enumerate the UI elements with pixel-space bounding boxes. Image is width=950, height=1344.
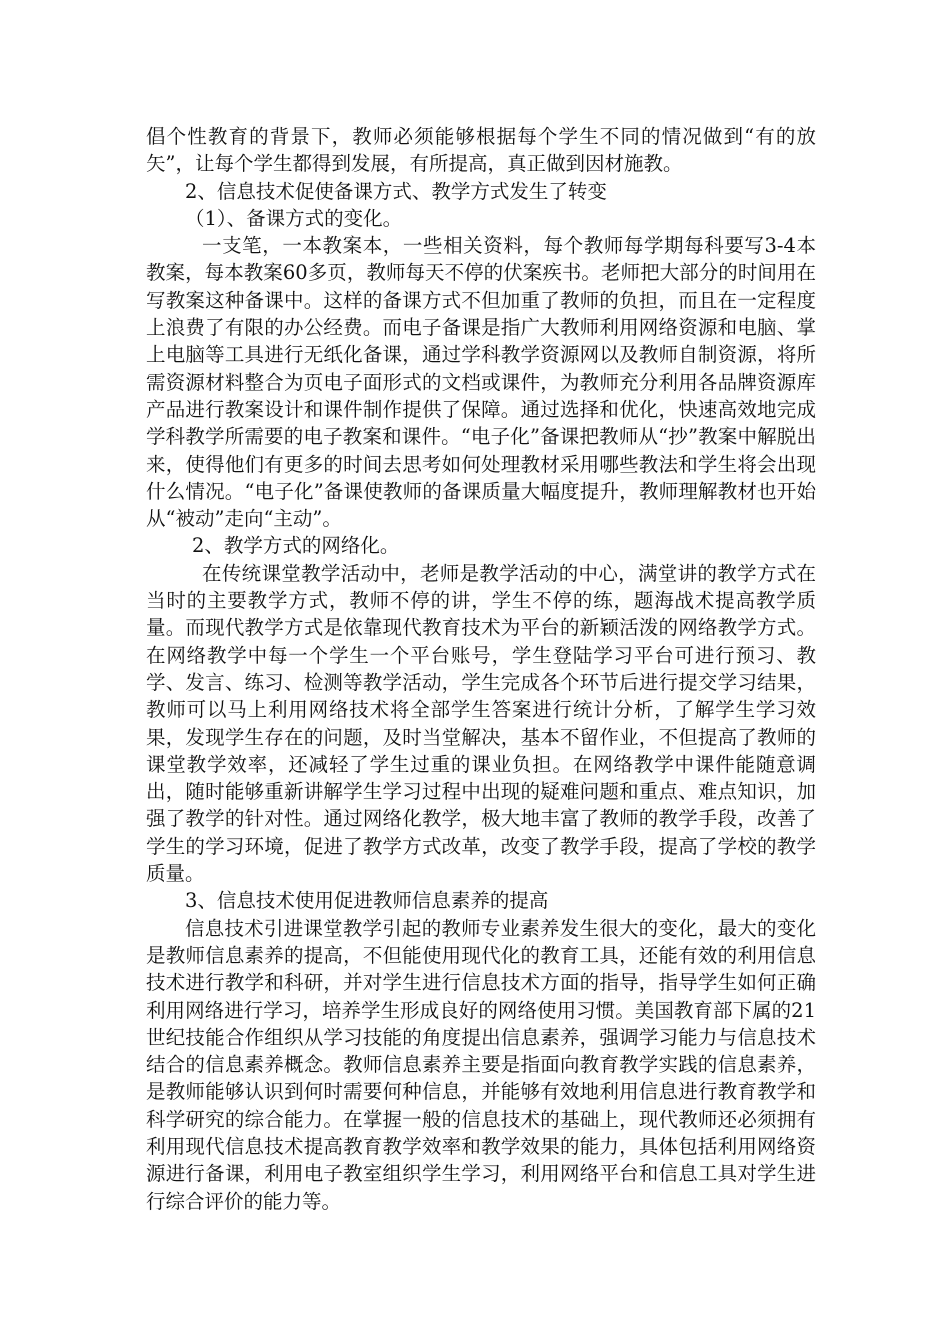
section-heading-3: 3、信息技术使用促进教师信息素养的提高 xyxy=(185,889,549,913)
paragraph-lesson-prep: 一支笔，一本教案本，一些相关资料，每个教师每学期每科要写3-4本教案，每本教案60多页，教师每天不停的伏案疾书。老师把大部分的时间用在写教案这种备课中。这样的备课方式不但加重了教师的负担，而且在一定程度上浪费了有限的办公经费。而电子备课是指广大教师利用网络资源和电脑、掌上电脑等工具进行无纸化备课，通过学科教学资源网以及教师自制资源，将所需资源材料整合为页电子面形式的文档或课件，为教师充分利用各品牌资源库产品进行教案设计和课件制作提供了保障。通过选择和优化，快速高效地完成学科教学所需要的电子教案和课件。“电子化”备课把教师从“抄”教案中解脱出来，使得他们有更多的时间去思考如何处理教材采用哪些教法和学生将会出现什么情况。“电子化”备课使教师的备课质量大幅度提升，教师理解教材也开始从“被动”走向“主动”。 xyxy=(146,234,816,531)
subsection-heading-1: （1）、备课方式的变化。 xyxy=(185,206,403,230)
section-heading-2: 2、信息技术促使备课方式、教学方式发生了转变 xyxy=(185,179,607,203)
paragraph-information-literacy: 信息技术引进课堂教学引起的教师专业素养发生很大的变化，最大的变化是教师信息素养的提高，不但能使用现代化的教育工具，还能有效的利用信息技术进行教学和科研，并对学生进行信息技术方面的指导，指导学生如何正确利用网络进行学习，培养学生形成良好的网络使用习惯。美国教育部下属的21世纪技能合作组织从学习技能的角度提出信息素养，强调学习能力与信息技术结合的信息素养概念。教师信息素养主要是指面向教育教学实践的信息素养，是教师能够认识到何时需要何种信息，并能够有效地利用信息进行教育教学和科学研究的综合能力。在掌握一般的信息技术的基础上，现代教师还必须拥有利用现代信息技术提高教育教学效率和教学效果的能力，具体包括利用网络资源进行备课，利用电子教室组织学生学习，利用网络平台和信息工具对学生进行综合评价的能力等。 xyxy=(146,916,816,1213)
document-body xyxy=(146,123,816,1215)
paragraph-continuation: 倡个性教育的背景下，教师必须能够根据每个学生不同的情况做到“有的放矢”，让每个学生都得到发展，有所提高，真正做到因材施教。 xyxy=(146,125,816,176)
subsection-heading-2: 2、教学方式的网络化。 xyxy=(192,534,400,558)
paragraph-network-teaching: 在传统课堂教学活动中，老师是教学活动的中心，满堂讲的教学方式在当时的主要教学方式，教师不停的讲，学生不停的练，题海战术提高教学质量。而现代教学方式是依靠现代教育技术为平台的新颖活泼的网络教学方式。在网络教学中每一个学生一个平台账号，学生登陆学习平台可进行预习、教学、发言、练习、检测等教学活动，学生完成各个环节后进行提交学习结果，教师可以马上利用网络技术将全部学生答案进行统计分析，了解学生学习效果，发现学生存在的问题，及时当堂解决，基本不留作业，不但提高了教师的课堂教学效率，还减轻了学生过重的课业负担。在网络教学中课件能随意调出，随时能够重新讲解学生学习过程中出现的疑难问题和重点、难点知识，加强了教学的针对性。通过网络化教学，极大地丰富了教师的教学手段，改善了学生的学习环境，促进了教学方式改革，改变了教学手段，提高了学校的教学质量。 xyxy=(146,561,816,886)
